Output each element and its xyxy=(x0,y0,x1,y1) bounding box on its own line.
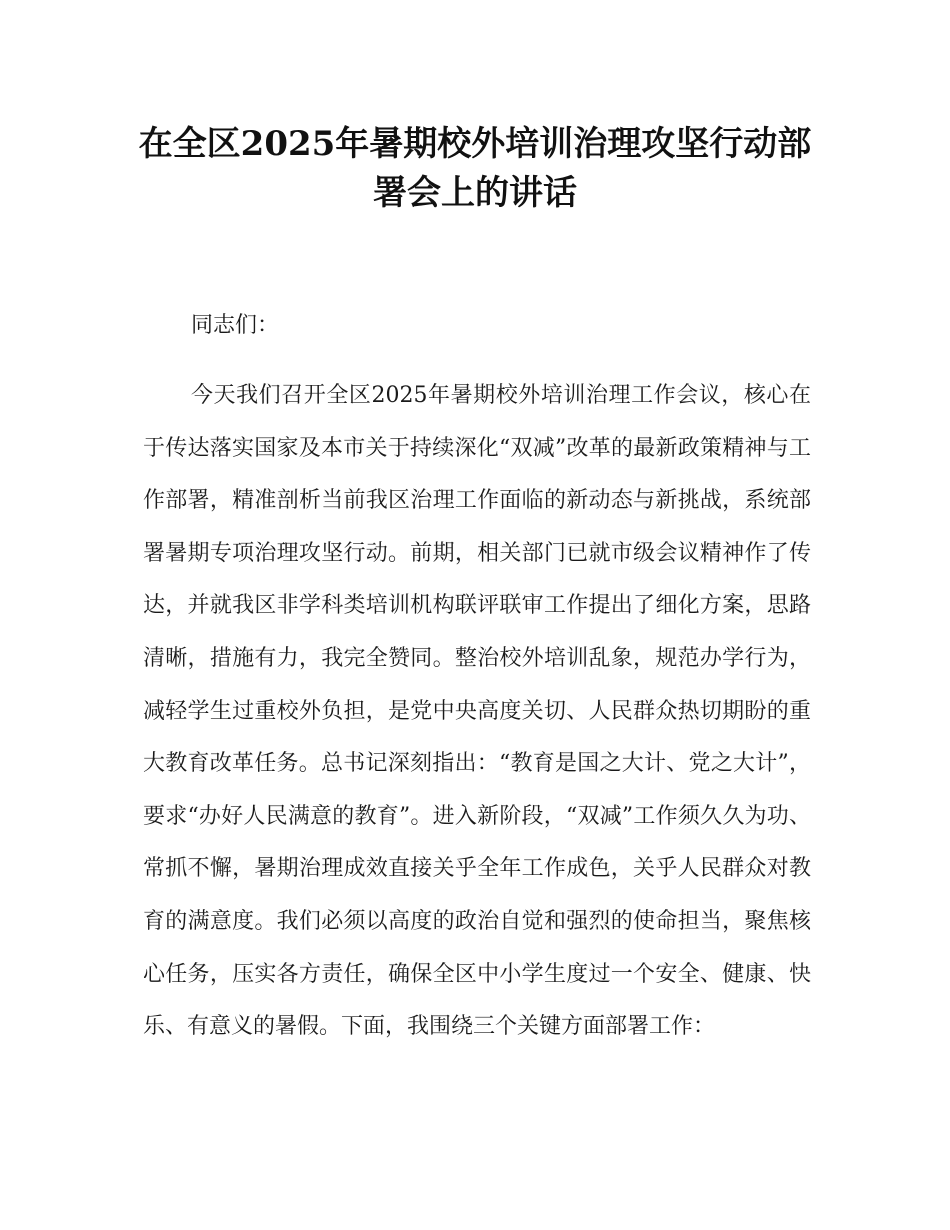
body-paragraph: 今天我们召开全区2025年暑期校外培训治理工作会议，核心在于传达落实国家及本市关于持续深化“双减”改革的最新政策精神与工作部署，精准剖析当前我区治理工作面临的新动态与新挑战，系统部署暑期专项治理攻坚行动。前期，相关部门已就市级会议精神作了传达，并就我区非学科类培训机构联评联审工作提出了细化方案，思路清晰，措施有力，我完全赞同。整治校外培训乱象，规范办学行为，减轻学生过重校外负担，是党中央高度关切、人民群众热切期盼的重大教育改革任务。总书记深刻指出：“教育是国之大计、党之大计”，要求“办好人民满意的教育”。进入新阶段，“双减”工作须久久为功、常抓不懈，暑期治理成效直接关乎全年工作成色，关乎人民群众对教育的满意度。我们必须以高度的政治自觉和强烈的使命担当，聚焦核心任务，压实各方责任，确保全区中小学生度过一个安全、健康、快乐、有意义的暑假。下面，我围绕三个关键方面部署工作： xyxy=(143,383,811,1040)
document-title-line-1: 在全区2025年暑期校外培训治理攻坚行动部 xyxy=(138,124,812,164)
document-title-line-2: 署会上的讲话 xyxy=(373,173,577,213)
salutation: 同志们： xyxy=(191,313,280,338)
